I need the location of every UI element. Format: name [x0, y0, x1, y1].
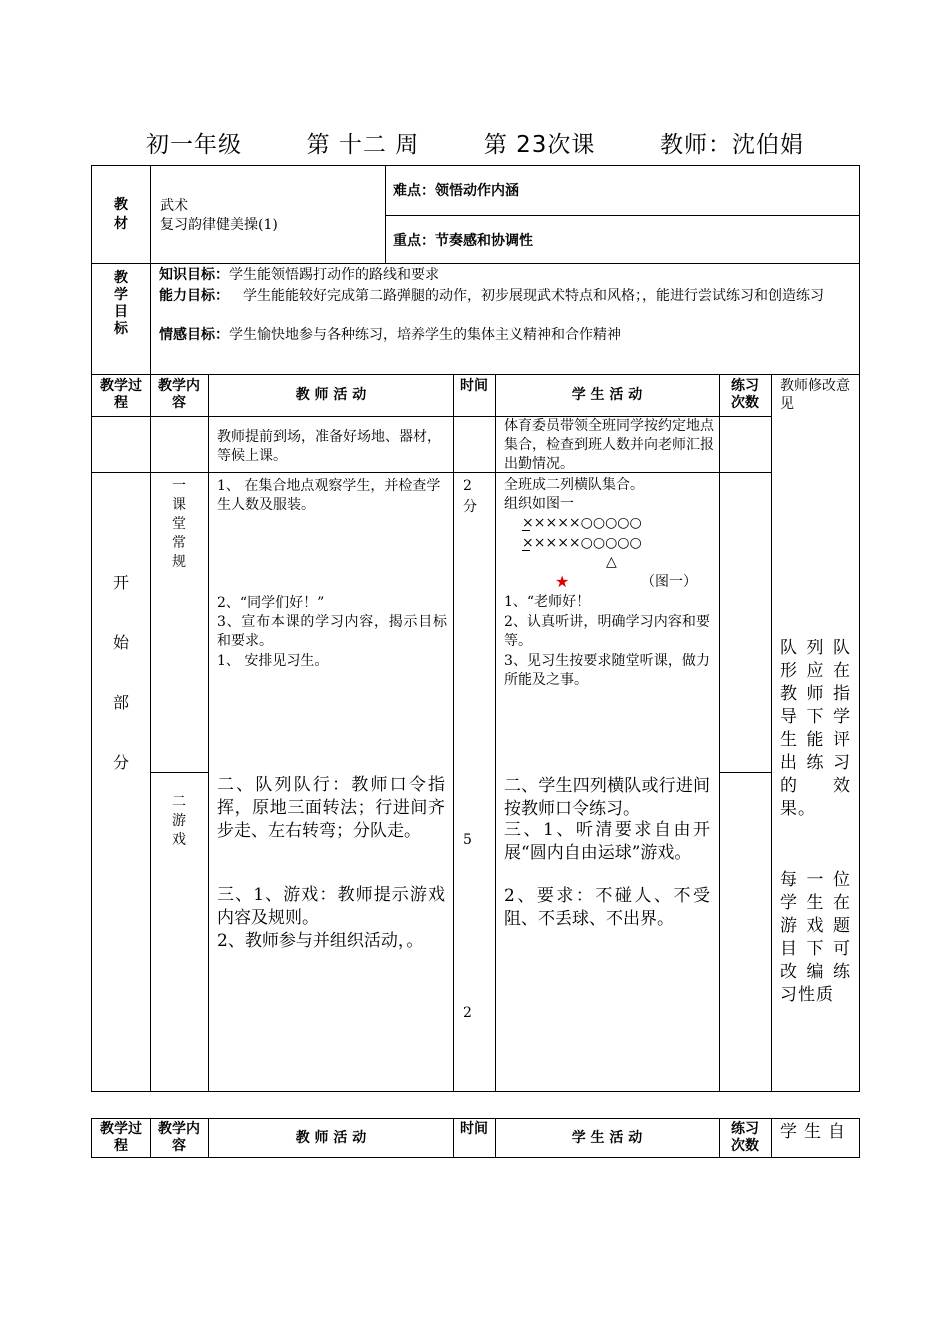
header-student-activity: 学 生 活 动 [571, 387, 643, 403]
goal-emotion-text: 学生愉快地参与各种练习，培养学生的集体主义精神和合作精神 [229, 327, 621, 343]
material-line2: 复习韵律健美操(1) [160, 217, 278, 233]
part2-teacher-2: 三、1、游戏：教师提示游戏内容及规则。 [217, 885, 445, 928]
divider [719, 1118, 720, 1157]
divider [495, 374, 496, 1092]
goal-emotion-label: 情感目标： [159, 327, 229, 343]
part1-student-3: 1、“老师好！ [504, 594, 591, 610]
table-border-bottom [91, 1157, 860, 1158]
divider [150, 374, 151, 1092]
divider [91, 263, 860, 264]
formation-underline [522, 530, 530, 531]
part1-student-2: 组织如图一 [504, 496, 574, 512]
header-teacher-activity: 教 师 活 动 [295, 387, 367, 403]
goal-knowledge-text: 学生能领悟踢打动作的路线和要求 [229, 267, 439, 283]
divider [208, 374, 209, 1092]
part1-content: 一课堂常规 [172, 478, 186, 570]
goal-ability-label: 能力目标： [159, 288, 229, 304]
goal-ability-text: 学生能能较好完成第二路弹腿的动作，初步展现武术特点和风格；，能进行尝试练习和创造练习 [243, 288, 824, 304]
part2-student-3: 2、要求：不碰人、不受阻、不丢球、不出界。 [504, 886, 710, 929]
header-revision: 教师修改意见 [780, 378, 850, 412]
divider [719, 374, 720, 1092]
part2-content: 二游戏 [172, 794, 186, 848]
divider [453, 374, 454, 1092]
title-lesson: 第 23次课 [483, 132, 596, 158]
prep-student: 体育委员带领全班同学按约定地点集合，检查到班人数并向老师汇报出勤情况。 [504, 418, 714, 472]
part1-student-1: 全班成二列横队集合。 [504, 477, 644, 493]
key-point: 重点：节奏感和协调性 [393, 233, 533, 249]
divider [453, 1118, 454, 1157]
part1-student-5: 3、见习生按要求随堂听课，做力所能及之事。 [504, 653, 710, 688]
teacher-star-icon: ★ [555, 572, 570, 591]
divider [771, 374, 772, 1092]
part2-student-1: 二、学生四列横队或行进间按教师口令练习。 [504, 776, 710, 819]
part2-teacher-1: 二、队列队行：教师口令指挥，原地三面转法；行进间齐步走、左右转弯；分队走。 [217, 775, 445, 841]
section-name: 开始部分 [112, 573, 129, 772]
divider [91, 374, 860, 375]
header-time: 时间 [460, 378, 488, 394]
divider [150, 1118, 151, 1157]
title-grade: 初一年级 [145, 132, 242, 158]
header-content: 教学内容 [158, 378, 200, 411]
divider [495, 1118, 496, 1157]
table-border-top [91, 1118, 860, 1119]
header2-revision-start: 学生自 [780, 1122, 852, 1142]
divider [91, 1118, 92, 1157]
part1-time: 2分 [463, 478, 477, 515]
header-count: 练习次数 [731, 378, 759, 411]
revision-note-2: 每一位学生在游戏题目下可改编练习性质 [780, 870, 851, 1005]
header-process: 教学过程 [100, 378, 142, 411]
formation-underline [522, 550, 530, 551]
part2-teacher-3: 2、教师参与并组织活动，。 [217, 931, 424, 951]
divider [385, 215, 860, 216]
figure-label: （图一） [641, 574, 697, 590]
formation-row-2: ×××××○○○○○ [522, 535, 642, 551]
table-border-left [91, 165, 92, 1092]
material-label: 教材 [114, 197, 128, 232]
goal-knowledge [159, 266, 854, 285]
revision-note-1: 队列队形应在教师指导下学生能评出练习的效果。 [780, 638, 851, 819]
header2-process: 教学过程 [100, 1121, 142, 1154]
part1-teacher-4: 1、 安排见习生。 [217, 653, 329, 669]
divider [208, 1118, 209, 1157]
table-border-right [859, 165, 860, 1092]
divider [859, 1118, 860, 1157]
material-line1: 武术 [160, 198, 188, 214]
part2-student-2: 三、1、听清要求自由开展“圆内自由运球”游戏。 [504, 820, 710, 863]
page-title [0, 126, 950, 159]
part1-teacher-2: 2、“同学们好！” [217, 595, 325, 611]
header2-student-activity: 学 生 活 动 [571, 1130, 643, 1146]
formation-triangle: △ [606, 554, 617, 570]
divider [385, 165, 386, 263]
prep-teacher: 教师提前到场，准备好场地、器材，等候上课。 [217, 429, 441, 464]
part2-time-2: 2 [463, 1005, 472, 1021]
formation-row-1: ×××××○○○○○ [522, 515, 642, 531]
divider [150, 165, 151, 263]
divider [150, 263, 151, 374]
part1-teacher-3: 3、宣布本课的学习内容，揭示目标和要求。 [217, 614, 447, 649]
goal-knowledge-label: 知识目标： [159, 267, 229, 283]
header2-time: 时间 [460, 1121, 488, 1137]
difficulty: 难点：领悟动作内涵 [393, 183, 519, 199]
title-teacher: 教师：沈伯娟 [660, 132, 805, 158]
goal-emotion [159, 326, 854, 345]
table-border-top [91, 165, 860, 166]
header2-content: 教学内容 [158, 1121, 200, 1154]
divider [719, 772, 771, 773]
divider [150, 772, 208, 773]
divider [771, 1118, 772, 1157]
goal-ability [159, 287, 854, 306]
header2-count: 练习次数 [731, 1121, 759, 1154]
header2-teacher-activity: 教 师 活 动 [295, 1130, 367, 1146]
part1-teacher-1: 1、 在集合地点观察学生，并检查学生人数及服装。 [217, 478, 441, 513]
part1-student-4: 2、认真听讲，明确学习内容和要等。 [504, 614, 710, 649]
title-week: 第 十二 周 [306, 132, 420, 158]
part2-time-1: 5 [463, 832, 472, 848]
goals-label: 教学目标 [114, 270, 128, 337]
table-border-bottom [91, 1091, 860, 1092]
